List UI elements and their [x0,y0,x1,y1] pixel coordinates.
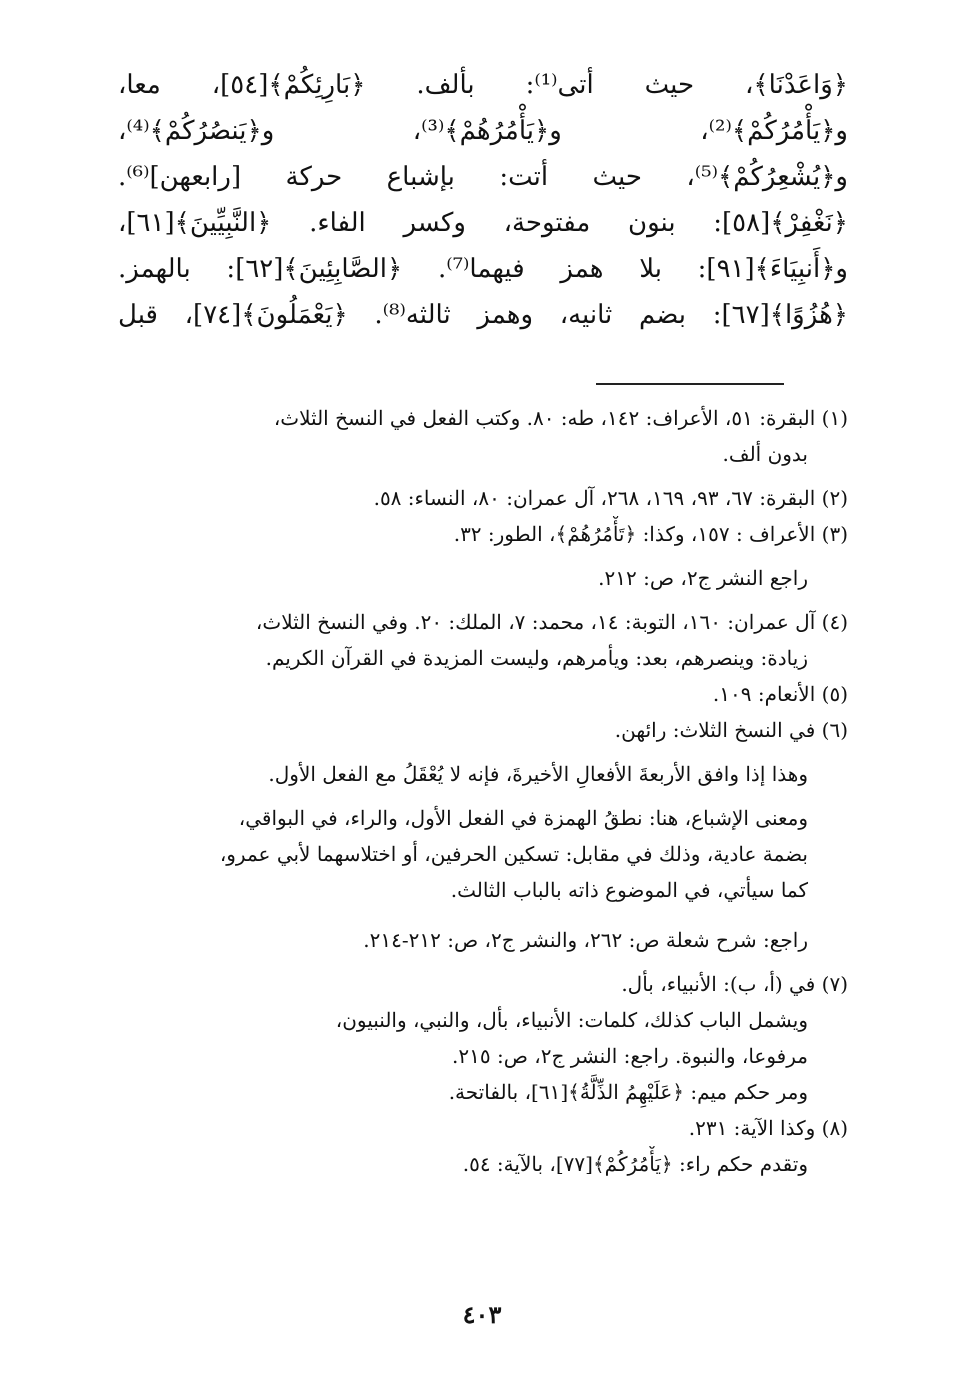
footnote-line: (٢) البقرة: ٦٧، ٩٣، ١٦٩، ٢٦٨، آل عمران: ٨٠، النساء: ٥٨. [373,486,848,510]
footnote-line: وتقدم حكم راء: ﴿يَأْمُرُكُمْ﴾[٧٧]، بالآية: ٥٤. [462,1152,808,1176]
footnote-7 [120,966,848,1110]
footnote-6 [120,712,848,958]
footnote-line: ويشمل الباب كذلك، كلمات: الأنبياء، بأل، والنبي، والنبيون، [335,1008,808,1032]
footnote-2 [120,480,848,516]
footnote-line: راجع: شرح شعلة ص: ٢٦٢، والنشر ج٢، ص: ٢١٢-٢١٤. [363,928,808,952]
footnote-1 [120,400,848,472]
footnote-line: زيادة: وينصرهم، بعد: ويأمرهم، وليست المزيدة في القرآن الكريم. [265,646,808,670]
main-text-block [118,62,848,338]
footnotes-block [120,400,848,1182]
footnote-line: (٤) آل عمران: ١٦٠، التوبة: ١٤، محمد: ٧، الملك: ٢٠. وفي النسخ الثلاث، [255,610,848,634]
footnote-line: راجع النشر ج٢، ص: ٢١٢. [598,566,808,590]
main-text-line: و﴿يُشْعِرُكُمْ﴾⁽⁵⁾، حيث أتت: بإشباع حركة [رابعهن]⁽⁶⁾. [118,162,848,192]
footnote-8 [120,1110,848,1182]
footnote-line: ومعنى الإشباع، هنا: نطقُ الهمزة في الفعل الأول، والراء، في البواقي، [238,806,808,830]
footnote-line: مرفوعا، والنبوة. راجع: النشر ج٢، ص: ٢١٥. [452,1044,808,1068]
main-text-line: ﴿نَغْفِرْ﴾[٥٨]: بنون مفتوحة، وكسر الفاء. ﴿النَّبِيِّينَ﴾[٦١]، [118,208,848,238]
footnote-line: وهذا إذا وافق الأربعةَ الأفعالِ الأخيرةَ، فإنه لا يُعْقَلُ مع الفعل الأول. [268,762,808,786]
page-number: ٤٠٣ [462,1300,502,1329]
footnote-line: بدون ألف. [722,442,808,466]
footnote-separator [596,383,784,385]
footnote-line: (٣) الأعراف : ١٥٧، وكذا: ﴿تَأْمُرُهُمْ﴾، الطور: ٣٢. [453,522,848,546]
footnote-line: (١) البقرة: ٥١، الأعراف: ١٤٢، طه: ٨٠. وكتب الفعل في النسخ الثلاث، [273,406,848,430]
footnote-line: كما سيأتي، في الموضوع ذاته بالباب الثالث. [450,878,808,902]
footnote-line: (٦) في النسخ الثلاث: رائهن. [614,718,848,742]
footnote-5 [120,676,848,712]
main-text-line: و﴿أَنبِيَاءَ﴾[٩١]: بلا همز فيهما⁽⁷⁾. ﴿الصَّابِئِينَ﴾[٦٢]: بالهمز. [118,254,848,284]
footnote-line: (٧) في (أ، ب): الأنبياء، بأل. [621,972,848,996]
main-text-line: ﴿هُزُوًا﴾[٦٧]: بضم ثانيه، وهمز ثالثه⁽⁸⁾. ﴿يَعْمَلُونَ﴾[٧٤]، قبل [118,300,849,330]
main-text-line: ﴿وَاعَدْنَا﴾، حيث أتى⁽¹⁾: بألف. ﴿بَارِئِكُمْ﴾[٥٤]، معا، [118,70,848,100]
footnote-line: (٨) وكذا الآية: ٢٣١. [688,1116,848,1140]
footnote-line: بضمة عادية، وذلك في مقابل: تسكين الحرفين، أو اختلاسهما لأبي عمرو، [219,842,808,866]
footnote-4 [120,604,848,676]
footnote-3 [120,516,848,596]
main-text-line: و﴿يَأْمُرُكُمْ﴾⁽²⁾، و﴿يَأْمُرُهُمْ﴾⁽³⁾، و﴿يَنصُرُكُمْ﴾⁽⁴⁾، [118,116,848,146]
footnote-line: ومر حكم ميم: ﴿عَلَيْهِمُ الذِّلَّةُ﴾[٦١]، بالفاتحة. [448,1080,808,1104]
footnote-line: (٥) الأنعام: ١٠٩. [712,682,848,706]
